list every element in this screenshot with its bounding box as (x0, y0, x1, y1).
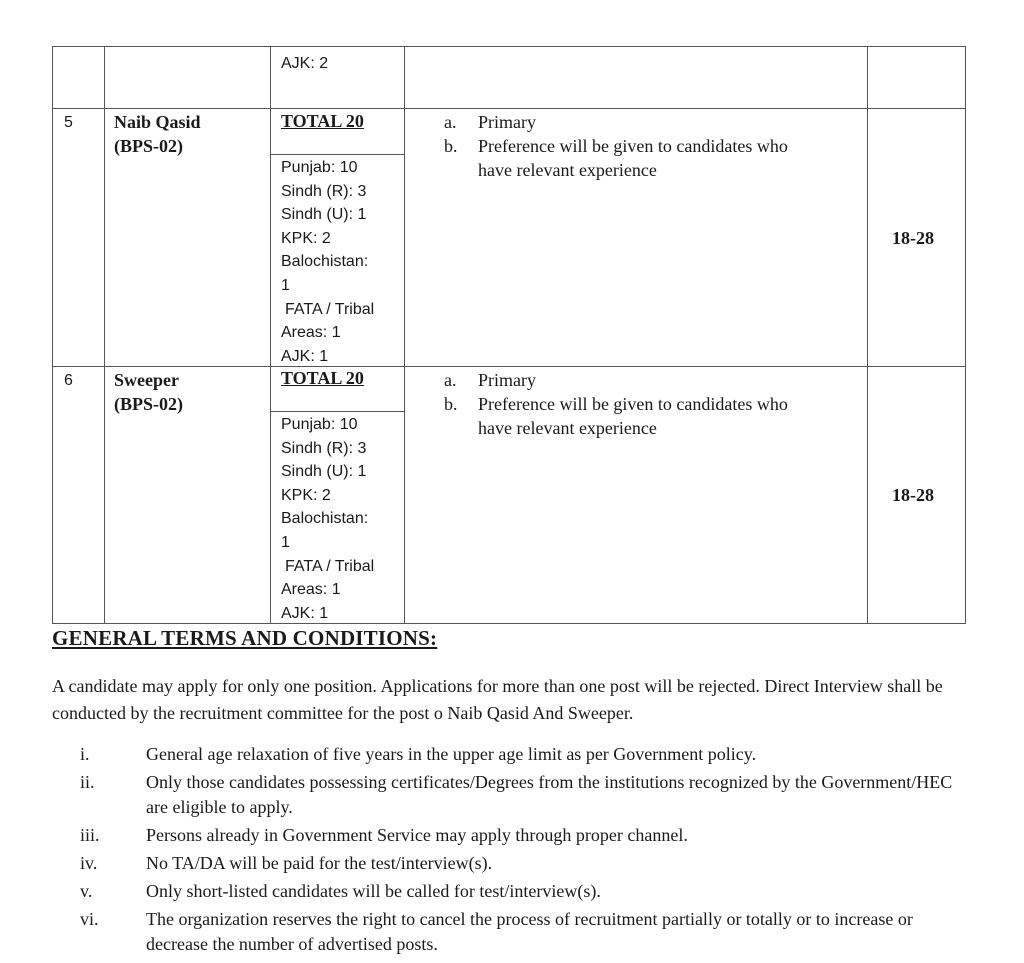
total-divider (270, 411, 404, 412)
list-text: Only those candidates possessing certificates/Degrees from the institutions recognized by the Government/HEC are eligible to apply. (146, 772, 953, 817)
intro-paragraph: A candidate may apply for only one position. Applications for more than one post will be rejected. Direct Interview shall be conducted by the recruitment committee for the post o Naib Qasid And Sweeper. (52, 676, 943, 723)
list-numeral: vi. (80, 909, 99, 929)
table-border-top (52, 46, 966, 47)
list-text: Persons already in Government Service may apply through proper channel. (146, 825, 688, 845)
list-numeral: iii. (80, 825, 100, 845)
column-divider (104, 46, 105, 624)
table-border-right (965, 46, 966, 624)
table-border-left (52, 46, 53, 624)
total-seats: TOTAL 20 (281, 368, 364, 388)
list-item (52, 770, 962, 820)
list-item (52, 742, 962, 767)
terms-list (52, 742, 962, 960)
list-item (52, 823, 962, 848)
quota-list: Punjab: 10 Sindh (R): 3 Sindh (U): 1 KPK: 2 Balochistan: 1 FATA / Tribal Areas: 1 AJK: 1 (281, 416, 375, 622)
qualification-list: a. Primary b. Preference will be given to candidates who have relevant experience (444, 370, 788, 438)
column-divider (867, 46, 868, 624)
list-text: General age relaxation of five years in the upper age limit as per Government policy. (146, 744, 757, 764)
list-text: No TA/DA will be paid for the test/interview(s). (146, 853, 493, 873)
age-limit: 18-28 (892, 228, 934, 248)
row-divider (52, 366, 966, 367)
post-name: Sweeper (BPS-02) (114, 370, 183, 414)
list-item (52, 879, 962, 904)
list-numeral: i. (80, 744, 90, 764)
list-text: Only short-listed candidates will be called for test/interview(s). (146, 881, 601, 901)
list-item (52, 851, 962, 876)
section-heading: GENERAL TERMS AND CONDITIONS: (52, 626, 438, 650)
total-seats: TOTAL 20 (281, 111, 364, 131)
column-divider (270, 46, 271, 624)
list-numeral: v. (80, 881, 93, 901)
row-divider (52, 108, 966, 109)
total-divider (270, 154, 404, 155)
list-numeral: ii. (80, 772, 95, 792)
serial-number: 6 (64, 372, 73, 389)
vacancy-table (52, 46, 966, 624)
list-item (52, 907, 962, 957)
list-text: The organization reserves the right to cancel the process of recruitment partially or totally or to increase or decrease the number of advertised posts. (146, 909, 913, 954)
qualification-list: a. Primary b. Preference will be given to candidates who have relevant experience (444, 112, 788, 180)
serial-number: 5 (64, 114, 73, 131)
table-border-bottom (52, 623, 966, 624)
list-numeral: iv. (80, 853, 98, 873)
quota-tail: AJK: 2 (281, 55, 329, 72)
post-name: Naib Qasid (BPS-02) (114, 112, 201, 156)
age-limit: 18-28 (892, 485, 934, 505)
column-divider (404, 46, 405, 624)
quota-list: Punjab: 10 Sindh (R): 3 Sindh (U): 1 KPK: 2 Balochistan: 1 FATA / Tribal Areas: 1 AJK: 1 (281, 159, 375, 365)
